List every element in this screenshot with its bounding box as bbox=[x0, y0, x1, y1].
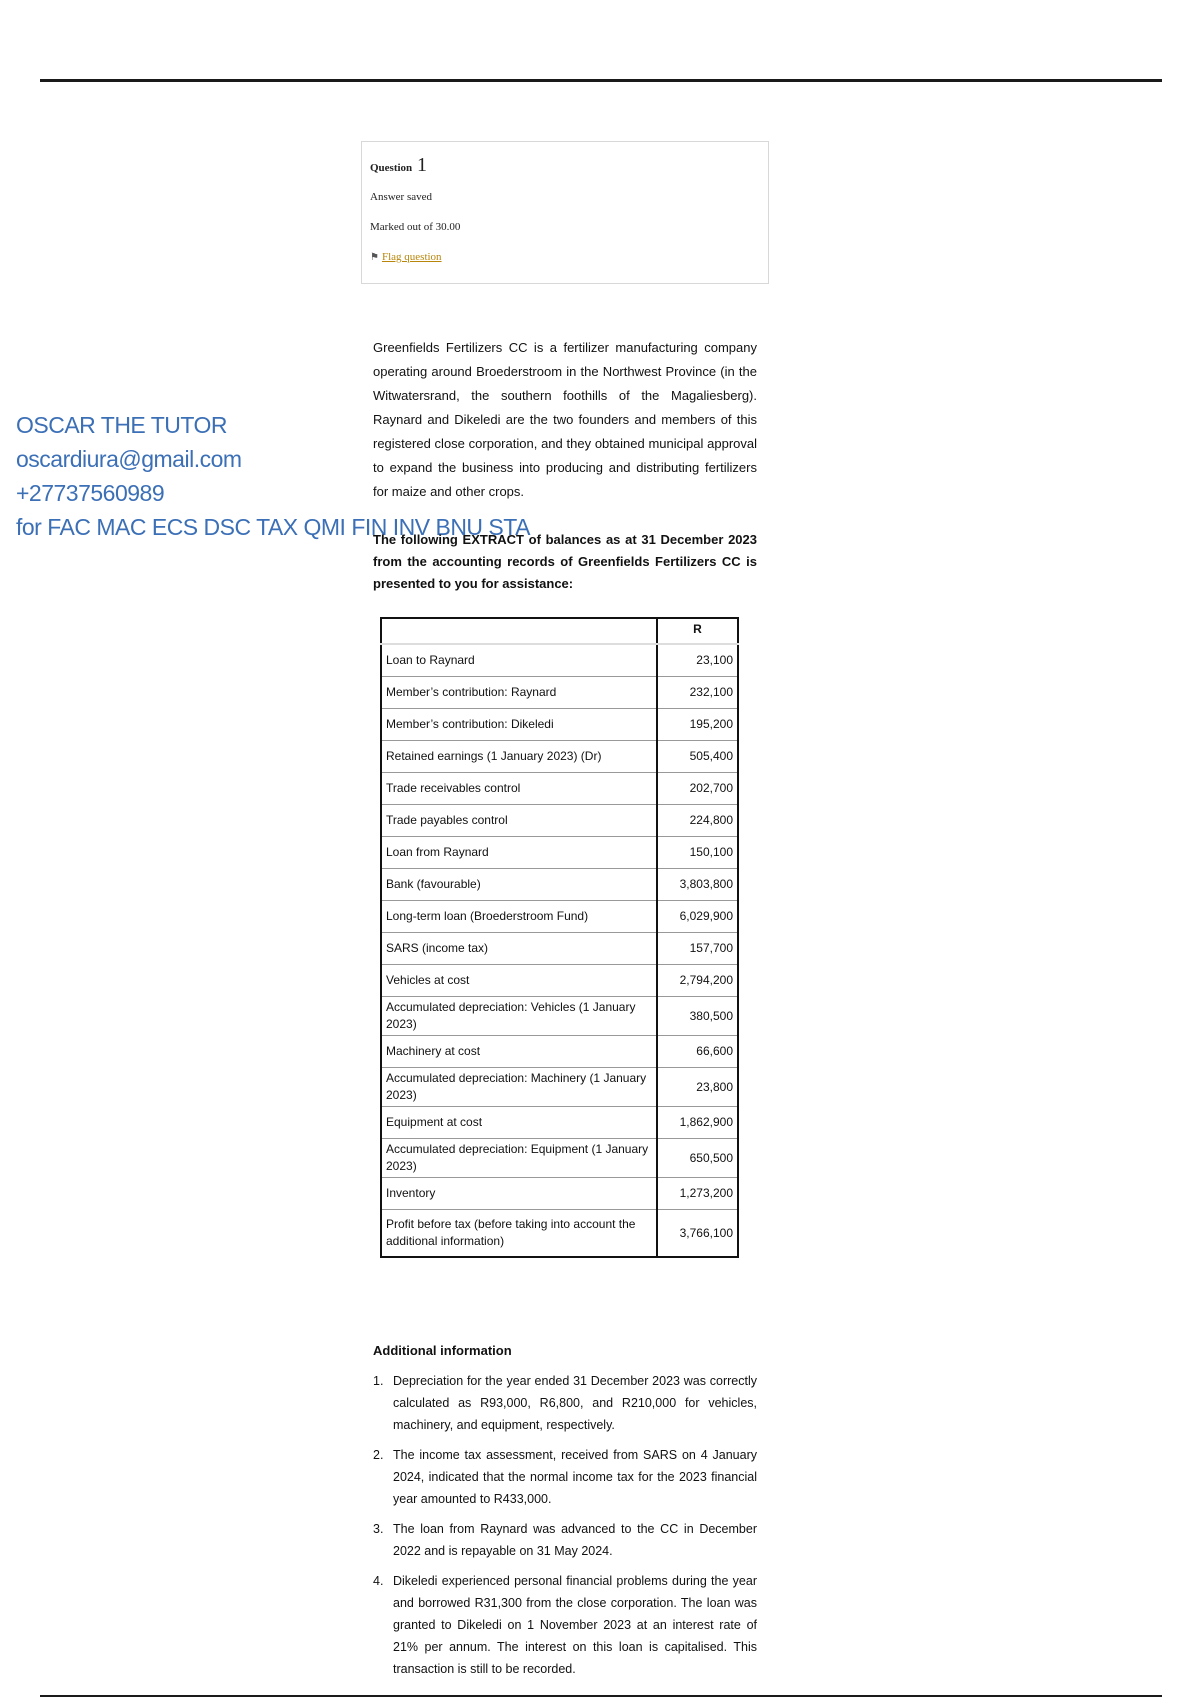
table-row bbox=[381, 1036, 738, 1068]
table-row bbox=[381, 965, 738, 997]
question-info-box bbox=[361, 141, 769, 284]
list-item-number: 4. bbox=[373, 1574, 384, 1588]
table-row bbox=[381, 1068, 738, 1107]
account-amount: 505,400 bbox=[657, 741, 738, 773]
table-row bbox=[381, 1107, 738, 1139]
extract-heading: The following EXTRACT of balances as at 31 December 2023 from the accounting records of Greenfields Fertilizers CC is presented to you for assistance: bbox=[373, 532, 757, 591]
flag-question-link[interactable] bbox=[370, 251, 760, 263]
account-amount: 23,800 bbox=[657, 1068, 738, 1107]
table-row bbox=[381, 709, 738, 741]
account-label: Loan from Raynard bbox=[381, 837, 657, 869]
list-item-number: 3. bbox=[373, 1522, 384, 1536]
account-label: Profit before tax (before taking into account the additional information) bbox=[381, 1210, 657, 1258]
account-label: Bank (favourable) bbox=[381, 869, 657, 901]
table-row bbox=[381, 1210, 738, 1258]
watermark-email: oscardiura@gmail.com bbox=[16, 446, 242, 472]
list-item bbox=[373, 1444, 757, 1510]
account-label: Machinery at cost bbox=[381, 1036, 657, 1068]
account-label: Member’s contribution: Raynard bbox=[381, 677, 657, 709]
top-divider bbox=[40, 79, 1162, 82]
table-row bbox=[381, 837, 738, 869]
account-amount: 2,794,200 bbox=[657, 965, 738, 997]
question-title bbox=[370, 154, 760, 177]
account-label: Accumulated depreciation: Equipment (1 January 2023) bbox=[381, 1139, 657, 1178]
account-amount: 380,500 bbox=[657, 997, 738, 1036]
table-row bbox=[381, 644, 738, 677]
table-row bbox=[381, 869, 738, 901]
watermark-subjects: for FAC MAC ECS DSC TAX QMI FIN INV BNU STA bbox=[16, 514, 530, 540]
table-row bbox=[381, 1178, 738, 1210]
account-label: Vehicles at cost bbox=[381, 965, 657, 997]
account-label: Accumulated depreciation: Vehicles (1 January 2023) bbox=[381, 997, 657, 1036]
account-label: Member’s contribution: Dikeledi bbox=[381, 709, 657, 741]
account-amount: 224,800 bbox=[657, 805, 738, 837]
intro-paragraph: Greenfields Fertilizers CC is a fertilizer manufacturing company operating around Broederstroom in the Northwest Province (in the Witwatersrand, the southern foothills of the Magaliesberg). Raynard and Dikeledi are the two founders and members of this registered close corporation, and they obtained municipal approval to expand the business into producing and distributing fertilizers for maize and other crops. bbox=[373, 340, 757, 499]
account-label: Long-term loan (Broederstroom Fund) bbox=[381, 901, 657, 933]
account-label: Accumulated depreciation: Machinery (1 January 2023) bbox=[381, 1068, 657, 1107]
account-amount: 650,500 bbox=[657, 1139, 738, 1178]
account-amount: 66,600 bbox=[657, 1036, 738, 1068]
account-amount: 3,766,100 bbox=[657, 1210, 738, 1258]
table-header-row bbox=[381, 618, 738, 644]
account-label: Retained earnings (1 January 2023) (Dr) bbox=[381, 741, 657, 773]
account-label: Trade payables control bbox=[381, 805, 657, 837]
account-amount: 3,803,800 bbox=[657, 869, 738, 901]
account-amount: 157,700 bbox=[657, 933, 738, 965]
list-item-number: 2. bbox=[373, 1448, 384, 1462]
table-header-currency: R bbox=[657, 618, 738, 644]
question-marks: Marked out of 30.00 bbox=[370, 221, 461, 233]
flag-icon: ⚑ bbox=[370, 252, 379, 263]
account-amount: 232,100 bbox=[657, 677, 738, 709]
additional-info-list bbox=[373, 1370, 757, 1688]
table-row bbox=[381, 741, 738, 773]
table-header-label bbox=[381, 618, 657, 644]
account-amount: 195,200 bbox=[657, 709, 738, 741]
account-amount: 150,100 bbox=[657, 837, 738, 869]
list-item bbox=[373, 1570, 757, 1680]
account-label: Loan to Raynard bbox=[381, 644, 657, 677]
flag-question-label[interactable]: Flag question bbox=[381, 251, 442, 263]
list-item-text: The income tax assessment, received from SARS on 4 January 2024, indicated that the normal income tax for the 2023 financial year amounted to R433,000. bbox=[393, 1448, 757, 1506]
list-item-number: 1. bbox=[373, 1374, 384, 1388]
account-amount: 1,862,900 bbox=[657, 1107, 738, 1139]
table-row bbox=[381, 901, 738, 933]
question-number: 1 bbox=[416, 154, 427, 176]
account-label: Trade receivables control bbox=[381, 773, 657, 805]
answer-status: Answer saved bbox=[370, 191, 433, 203]
account-label: SARS (income tax) bbox=[381, 933, 657, 965]
account-amount: 23,100 bbox=[657, 644, 738, 677]
table-row bbox=[381, 805, 738, 837]
account-label: Equipment at cost bbox=[381, 1107, 657, 1139]
watermark-phone: +27737560989 bbox=[16, 480, 165, 506]
account-label: Inventory bbox=[381, 1178, 657, 1210]
question-label: Question bbox=[370, 162, 413, 174]
balances-table bbox=[380, 617, 739, 1258]
list-item bbox=[373, 1518, 757, 1562]
table-row bbox=[381, 997, 738, 1036]
table-row bbox=[381, 677, 738, 709]
account-amount: 6,029,900 bbox=[657, 901, 738, 933]
account-amount: 202,700 bbox=[657, 773, 738, 805]
watermark-name: OSCAR THE TUTOR bbox=[16, 412, 228, 438]
table-row bbox=[381, 933, 738, 965]
list-item-text: Dikeledi experienced personal financial problems during the year and borrowed R31,300 from the close corporation. The loan was granted to Dikeledi on 1 November 2023 at an interest rate of 21% per annum. The interest on this loan is capitalised. This transaction is still to be recorded. bbox=[393, 1574, 757, 1676]
bottom-divider bbox=[40, 1695, 1162, 1697]
table-row bbox=[381, 773, 738, 805]
account-amount: 1,273,200 bbox=[657, 1178, 738, 1210]
additional-info-title: Additional information bbox=[373, 1343, 512, 1358]
list-item bbox=[373, 1370, 757, 1436]
table-row bbox=[381, 1139, 738, 1178]
list-item-text: Depreciation for the year ended 31 December 2023 was correctly calculated as R93,000, R6,800, and R210,000 for vehicles, machinery, and equipment, respectively. bbox=[393, 1374, 757, 1432]
list-item-text: The loan from Raynard was advanced to the CC in December 2022 and is repayable on 31 May 2024. bbox=[393, 1522, 757, 1558]
